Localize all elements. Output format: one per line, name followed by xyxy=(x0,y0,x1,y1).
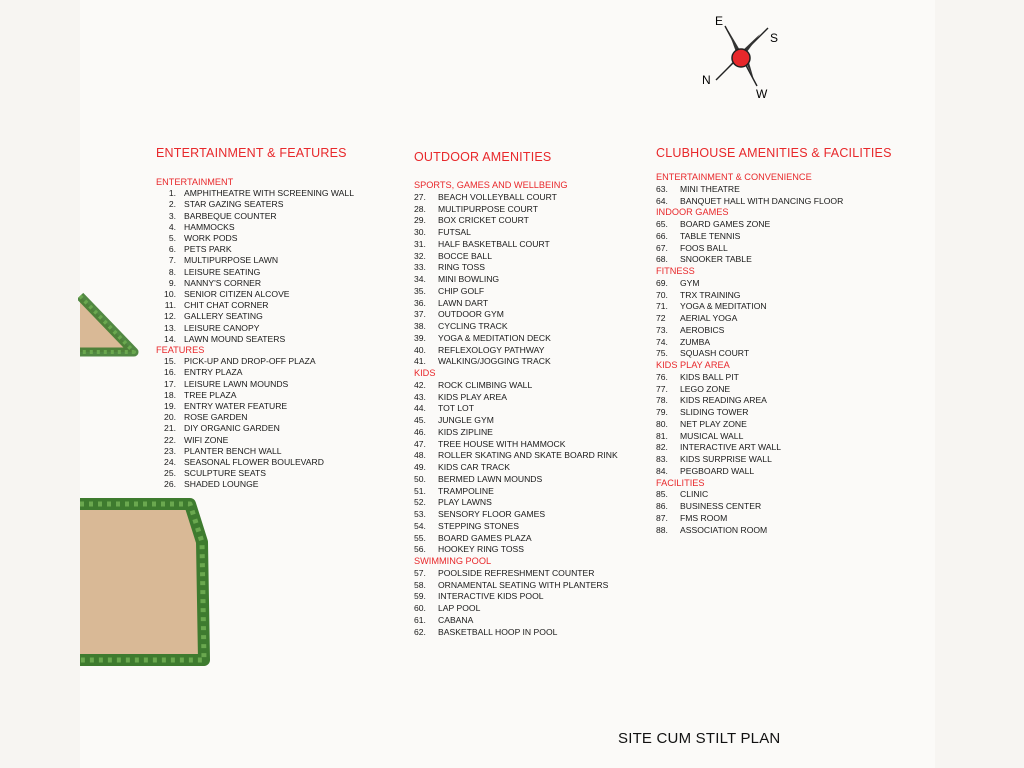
legend-item-number: 3. xyxy=(168,210,176,221)
legend-item-number: 41. xyxy=(414,356,426,367)
legend-item-label: GALLERY SEATING xyxy=(184,311,263,322)
legend-item-number: 53. xyxy=(414,509,426,519)
legend-item-label: YOGA & MEDITATION DECK xyxy=(438,332,551,343)
legend-item xyxy=(156,211,406,222)
compass-icon xyxy=(698,12,784,98)
legend-item-number: 56. xyxy=(414,544,426,555)
legend-item-number: 57. xyxy=(414,567,426,578)
legend-item-label: BOARD GAMES ZONE xyxy=(680,219,771,229)
legend-item-label: KIDS PLAY AREA xyxy=(438,391,507,402)
legend-item xyxy=(414,486,654,498)
legend-item-label: PLAY LAWNS xyxy=(438,497,492,508)
legend-item xyxy=(156,367,406,378)
legend-item-number: 20. xyxy=(164,412,176,423)
legend-item-label: KIDS READING AREA xyxy=(680,395,767,406)
compass-s: S xyxy=(770,31,779,45)
legend-item-number: 54. xyxy=(414,520,426,531)
legend-item xyxy=(156,255,406,266)
legend-item-label: BUSINESS CENTER xyxy=(680,501,762,511)
legend-item-label: SQUASH COURT xyxy=(680,348,750,359)
legend-item xyxy=(156,222,406,233)
legend-item-label: HAMMOCKS xyxy=(184,221,235,232)
legend-item xyxy=(414,450,654,462)
legend-item-number: 39. xyxy=(414,332,426,343)
legend-item-number: 74. xyxy=(656,336,668,347)
legend-item-label: BEACH VOLLEYBALL COURT xyxy=(438,191,557,202)
legend-item-label: HALF BASKETBALL COURT xyxy=(438,238,550,249)
legend-item-label: LEISURE LAWN MOUNDS xyxy=(184,378,289,389)
legend-item-label: KIDS CAR TRACK xyxy=(438,462,510,472)
legend-item-label: JUNGLE GYM xyxy=(438,415,494,425)
legend-item xyxy=(656,431,916,443)
legend-item xyxy=(414,215,654,227)
legend-item xyxy=(414,239,654,251)
legend-item xyxy=(414,403,654,415)
legend-item-label: ASSOCIATION ROOM xyxy=(680,524,768,535)
legend-item xyxy=(656,254,916,266)
legend-item-number: 79. xyxy=(656,407,668,417)
legend-item-number: 7. xyxy=(168,255,176,266)
legend-item-label: PETS PARK xyxy=(184,244,232,255)
legend-item-label: MULTIPURPOSE COURT xyxy=(438,203,538,214)
legend-item-label: NET PLAY ZONE xyxy=(680,418,747,429)
legend-item-label: TREE HOUSE WITH HAMMOCK xyxy=(438,438,566,449)
legend-item-label: CHIP GOLF xyxy=(438,285,485,296)
legend-item-label: MUSICAL WALL xyxy=(680,430,744,441)
legend-item-number: 48. xyxy=(414,450,426,461)
legend-item-label: REFLEXOLOGY PATHWAY xyxy=(438,344,545,355)
legend-item xyxy=(414,568,654,580)
legend-item-label: CYCLING TRACK xyxy=(438,321,508,331)
legend-item-number: 65. xyxy=(656,219,668,229)
legend-item-label: GYM xyxy=(680,277,700,288)
legend-item xyxy=(156,233,406,244)
legend-item-number: 8. xyxy=(168,266,176,277)
legend-item xyxy=(414,298,654,310)
legend-column-3 xyxy=(656,146,916,536)
section-title: FACILITIES xyxy=(656,477,705,488)
legend-item-number: 16. xyxy=(164,367,176,378)
legend-item xyxy=(656,489,916,501)
legend-item-number: 46. xyxy=(414,426,426,437)
legend-item-label: INTERACTIVE KIDS POOL xyxy=(438,591,544,602)
legend-item-label: YOGA & MEDITATION xyxy=(680,301,767,312)
legend-item xyxy=(656,419,916,431)
legend-item xyxy=(156,379,406,390)
legend-column-1 xyxy=(156,146,406,491)
legend-item-label: INTERACTIVE ART WALL xyxy=(680,442,782,453)
legend-item xyxy=(156,435,406,446)
legend-item-number: 55. xyxy=(414,532,426,543)
legend-item-number: 38. xyxy=(414,321,426,331)
legend-item-number: 80. xyxy=(656,418,668,429)
legend-item-label: PLANTER BENCH WALL xyxy=(184,445,282,456)
legend-item xyxy=(656,454,916,466)
legend-item-label: KIDS BALL PIT xyxy=(680,371,739,382)
legend-item-label: PICK-UP AND DROP-OFF PLAZA xyxy=(184,356,316,367)
legend-item-number: 58. xyxy=(414,579,426,590)
legend-item xyxy=(414,356,654,368)
legend-item-number: 85. xyxy=(656,489,668,500)
legend-item xyxy=(156,446,406,457)
legend-item xyxy=(156,334,406,345)
legend-item-label: STEPPING STONES xyxy=(438,520,520,531)
legend-item-label: TRX TRAINING xyxy=(680,289,741,300)
legend-item-label: WORK PODS xyxy=(184,233,238,244)
section-title: FITNESS xyxy=(656,266,695,276)
legend-item xyxy=(414,439,654,451)
legend-item-label: SENSORY FLOOR GAMES xyxy=(438,509,546,519)
legend-item-number: 82. xyxy=(656,442,668,453)
legend-item-number: 71. xyxy=(656,301,668,312)
legend-item xyxy=(156,311,406,322)
section-title: SPORTS, GAMES AND WELLBEING xyxy=(414,180,568,190)
legend-item-label: ZUMBA xyxy=(680,336,711,347)
legend-item-label: POOLSIDE REFRESHMENT COUNTER xyxy=(438,567,595,578)
legend-item-number: 51. xyxy=(414,485,426,496)
legend-item-label: LEISURE CANOPY xyxy=(184,322,260,333)
section-title: KIDS PLAY AREA xyxy=(656,360,730,370)
legend-item-number: 40. xyxy=(414,344,426,355)
plan-title: SITE CUM STILT PLAN xyxy=(618,730,781,747)
legend-item-label: FOOS BALL xyxy=(680,242,728,253)
column-title: OUTDOOR AMENITIES xyxy=(414,150,552,164)
legend-item-number: 1. xyxy=(168,188,176,199)
legend-item-label: STAR GAZING SEATERS xyxy=(184,199,284,210)
legend-item-label: ROSE GARDEN xyxy=(184,412,248,423)
legend-item-label: ENTRY WATER FEATURE xyxy=(184,401,288,412)
compass-e: E xyxy=(715,14,724,28)
column-title: CLUBHOUSE AMENITIES & FACILITIES xyxy=(656,146,892,160)
legend-item xyxy=(656,395,916,407)
legend-item xyxy=(414,509,654,521)
legend-item xyxy=(656,196,916,208)
legend-item-label: PEGBOARD WALL xyxy=(680,465,755,476)
legend-item xyxy=(414,192,654,204)
legend-item xyxy=(414,286,654,298)
section-title: FEATURES xyxy=(156,345,205,356)
legend-item-number: 21. xyxy=(164,423,176,434)
legend-item xyxy=(656,348,916,360)
legend-item-label: MINI BOWLING xyxy=(438,274,500,284)
legend-item-number: 52. xyxy=(414,497,426,508)
legend-item xyxy=(414,544,654,556)
legend-item-number: 9. xyxy=(168,277,176,288)
legend-item-label: TREE PLAZA xyxy=(184,389,237,400)
legend-item xyxy=(414,380,654,392)
legend-item-number: 60. xyxy=(414,603,426,613)
legend-item-number: 78. xyxy=(656,395,668,406)
legend-item xyxy=(156,468,406,479)
legend-item xyxy=(656,231,916,243)
legend-item-number: 27. xyxy=(414,191,426,202)
legend-item-number: 34. xyxy=(414,274,426,284)
legend-item-label: LAP POOL xyxy=(438,603,481,613)
legend-item-number: 81. xyxy=(656,430,668,441)
compass-w: W xyxy=(756,87,768,98)
legend-item xyxy=(414,251,654,263)
legend-item-number: 31. xyxy=(414,238,426,249)
legend-item-label: LAWN MOUND SEATERS xyxy=(184,333,286,344)
legend-item xyxy=(656,513,916,525)
compass-center xyxy=(732,49,750,67)
section-title: SWIMMING POOL xyxy=(414,556,492,566)
legend-item xyxy=(156,479,406,490)
legend-item-number: 45. xyxy=(414,415,426,425)
legend-item-number: 10. xyxy=(164,289,176,300)
legend-item-label: WIFI ZONE xyxy=(184,434,229,445)
legend-item xyxy=(656,501,916,513)
legend-item xyxy=(156,199,406,210)
legend-item-number: 62. xyxy=(414,626,426,637)
legend-item-number: 24. xyxy=(164,457,176,468)
legend-item-number: 86. xyxy=(656,501,668,511)
legend-item xyxy=(414,603,654,615)
legend-item-label: BOX CRICKET COURT xyxy=(438,215,529,226)
legend-item-number: 36. xyxy=(414,297,426,308)
legend-item-number: 77. xyxy=(656,383,668,394)
legend-item xyxy=(156,267,406,278)
legend-item xyxy=(656,372,916,384)
legend-item xyxy=(656,407,916,419)
legend-item-number: 37. xyxy=(414,309,426,320)
legend-item-label: SENIOR CITIZEN ALCOVE xyxy=(184,289,290,300)
legend-item xyxy=(156,289,406,300)
legend-item-number: 11. xyxy=(164,300,176,311)
legend-item-label: CABANA xyxy=(438,614,474,625)
legend-item xyxy=(656,384,916,396)
legend-item xyxy=(656,278,916,290)
legend-item xyxy=(156,423,406,434)
legend-item xyxy=(414,262,654,274)
legend-item-label: RING TOSS xyxy=(438,262,485,273)
legend-item xyxy=(656,290,916,302)
legend-item xyxy=(156,300,406,311)
section-title: ENTERTAINMENT & CONVENIENCE xyxy=(656,172,812,182)
legend-item-number: 42. xyxy=(414,379,426,390)
legend-item-label: LAWN DART xyxy=(438,297,489,308)
legend-item-number: 47. xyxy=(414,438,426,449)
legend-item xyxy=(156,323,406,334)
legend-item-number: 30. xyxy=(414,227,426,237)
legend-item-label: WALKING/JOGGING TRACK xyxy=(438,356,551,367)
legend-item xyxy=(414,204,654,216)
legend-item-label: BERMED LAWN MOUNDS xyxy=(438,473,543,484)
legend-item-label: MINI THEATRE xyxy=(680,183,740,194)
legend-item-number: 12. xyxy=(164,311,176,322)
legend-item xyxy=(156,457,406,468)
legend-item-number: 59. xyxy=(414,591,426,602)
legend-item-number: 73. xyxy=(656,324,668,335)
legend-item xyxy=(656,301,916,313)
garden-fragment-triangle xyxy=(78,290,144,360)
legend-item-label: KIDS ZIPLINE xyxy=(438,426,493,437)
legend-item-number: 50. xyxy=(414,473,426,484)
legend-item-number: 23. xyxy=(164,445,176,456)
legend-item-label: DIY ORGANIC GARDEN xyxy=(184,423,280,434)
legend-item-label: SLIDING TOWER xyxy=(680,407,749,417)
legend-item-number: 13. xyxy=(164,322,176,333)
legend-item-number: 70. xyxy=(656,289,668,300)
legend-item xyxy=(414,345,654,357)
legend-item-number: 83. xyxy=(656,454,668,464)
legend-item xyxy=(414,333,654,345)
legend-item-number: 28. xyxy=(414,203,426,214)
compass-n: N xyxy=(702,73,711,87)
legend-item xyxy=(414,415,654,427)
section-title: INDOOR GAMES xyxy=(656,207,729,218)
legend-item xyxy=(414,274,654,286)
legend-item xyxy=(414,521,654,533)
legend-item-number: 5. xyxy=(168,233,176,244)
legend-item-number: 17. xyxy=(164,378,176,389)
section-title: KIDS xyxy=(414,368,436,378)
legend-item-number: 18. xyxy=(164,389,176,400)
legend-item-label: ROCK CLIMBING WALL xyxy=(438,379,533,390)
legend-item-number: 76. xyxy=(656,371,668,382)
legend-item-number: 88. xyxy=(656,524,668,535)
legend-item-number: 26. xyxy=(164,479,176,490)
legend-item-number: 68. xyxy=(656,254,668,265)
legend-item xyxy=(156,412,406,423)
legend-item-number: 44. xyxy=(414,403,426,414)
legend-item xyxy=(656,184,916,196)
legend-item-number: 4. xyxy=(168,221,176,232)
legend-item xyxy=(656,219,916,231)
legend-item-number: 2. xyxy=(168,199,176,210)
legend-item-number: 6. xyxy=(168,244,176,255)
legend-item-number: 66. xyxy=(656,230,668,241)
legend-item-label: ROLLER SKATING AND SKATE BOARD RINK xyxy=(438,450,618,461)
legend-item-number: 15. xyxy=(164,356,176,367)
legend-item-label: CHIT CHAT CORNER xyxy=(184,300,269,311)
garden-fragment-plot xyxy=(78,492,214,670)
legend-item xyxy=(414,474,654,486)
legend-item-label: TOT LOT xyxy=(438,403,474,414)
legend-item xyxy=(656,466,916,478)
legend-item-label: BOCCE BALL xyxy=(438,250,492,261)
legend-item-number: 14. xyxy=(164,333,176,344)
legend-item-number: 33. xyxy=(414,262,426,273)
legend-item xyxy=(156,278,406,289)
legend-item xyxy=(414,427,654,439)
legend-item xyxy=(414,462,654,474)
legend-item-label: SNOOKER TABLE xyxy=(680,254,752,265)
legend-item xyxy=(414,309,654,321)
legend-item xyxy=(414,580,654,592)
legend-item-label: ENTRY PLAZA xyxy=(184,367,243,378)
legend-item-label: LEGO ZONE xyxy=(680,383,731,394)
legend-item-number: 19. xyxy=(164,401,176,412)
legend-item-label: TABLE TENNIS xyxy=(680,230,741,241)
legend-item xyxy=(414,392,654,404)
column-title: ENTERTAINMENT & FEATURES xyxy=(156,146,347,160)
legend-item xyxy=(156,188,406,199)
legend-item-number: 61. xyxy=(414,614,426,625)
legend-item-label: OUTDOOR GYM xyxy=(438,309,504,320)
legend-item-label: HOOKEY RING TOSS xyxy=(438,544,524,555)
legend-item-label: AMPHITHEATRE WITH SCREENING WALL xyxy=(184,188,354,199)
legend-item-number: 43. xyxy=(414,391,426,402)
legend-item xyxy=(414,615,654,627)
legend-item-label: BASKETBALL HOOP IN POOL xyxy=(438,626,558,637)
legend-item xyxy=(656,337,916,349)
legend-item xyxy=(656,325,916,337)
legend-item xyxy=(156,356,406,367)
legend-item-label: SEASONAL FLOWER BOULEVARD xyxy=(184,457,324,468)
legend-item-number: 22. xyxy=(164,434,176,445)
legend-item-number: 35. xyxy=(414,285,426,296)
legend-column-2 xyxy=(414,146,654,638)
legend-item xyxy=(414,591,654,603)
legend-item-number: 69. xyxy=(656,277,668,288)
legend-item xyxy=(156,244,406,255)
legend-item-number: 72 xyxy=(656,313,666,323)
legend-item-number: 49. xyxy=(414,462,426,472)
legend-item xyxy=(414,533,654,545)
legend-item-label: SCULPTURE SEATS xyxy=(184,468,266,479)
legend-item xyxy=(656,525,916,537)
legend-item-number: 84. xyxy=(656,465,668,476)
legend-item-label: AEROBICS xyxy=(680,324,725,335)
legend-item xyxy=(414,627,654,639)
legend-item-number: 29. xyxy=(414,215,426,226)
legend-item xyxy=(156,401,406,412)
legend-item-label: BANQUET HALL WITH DANCING FLOOR xyxy=(680,195,844,206)
legend-item-label: ORNAMENTAL SEATING WITH PLANTERS xyxy=(438,579,609,590)
legend-item xyxy=(414,497,654,509)
legend-item-number: 75. xyxy=(656,348,668,359)
legend-item-number: 25. xyxy=(164,468,176,479)
legend-item xyxy=(156,390,406,401)
legend-item-label: FMS ROOM xyxy=(680,512,728,523)
legend-item-number: 63. xyxy=(656,183,668,194)
legend-item-label: KIDS SURPRISE WALL xyxy=(680,454,772,464)
legend-item-label: TRAMPOLINE xyxy=(438,485,494,496)
legend-item-label: MULTIPURPOSE LAWN xyxy=(184,255,279,266)
legend-item xyxy=(414,321,654,333)
legend-item-label: AERIAL YOGA xyxy=(680,313,738,323)
legend-item-number: 64. xyxy=(656,195,668,206)
legend-item-label: NANNY'S CORNER xyxy=(184,277,262,288)
legend-item-number: 67. xyxy=(656,242,668,253)
legend-item xyxy=(656,243,916,255)
legend-item-label: BOARD GAMES PLAZA xyxy=(438,532,532,543)
legend-item xyxy=(414,227,654,239)
legend-item-label: SHADED LOUNGE xyxy=(184,479,259,490)
legend-item-label: BARBEQUE COUNTER xyxy=(184,210,277,221)
legend-item-label: FUTSAL xyxy=(438,227,471,237)
legend-item-number: 87. xyxy=(656,512,668,523)
legend-item-number: 32. xyxy=(414,250,426,261)
section-title: ENTERTAINMENT xyxy=(156,177,234,187)
legend-item-label: LEISURE SEATING xyxy=(184,266,261,277)
legend-item-label: CLINIC xyxy=(680,489,709,500)
legend-item xyxy=(656,442,916,454)
legend-item xyxy=(656,313,916,325)
